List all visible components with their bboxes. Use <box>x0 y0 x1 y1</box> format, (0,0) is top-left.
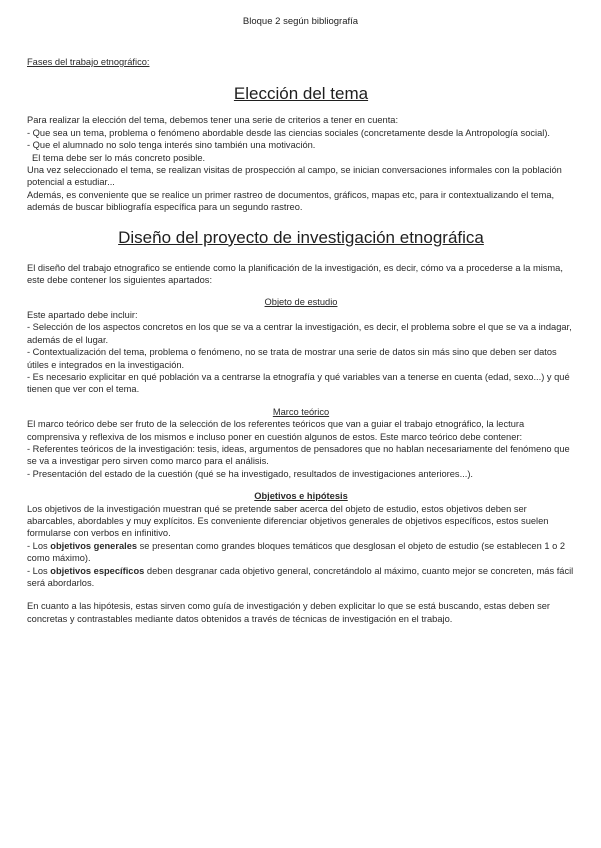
list-item: - Contextualización del tema, problema o fenómeno, no se trata de mostrar una serie de datos sin más sino que deben ser datos útiles e integrados en la investigación. <box>27 347 557 370</box>
list-item: - Es necesario explicitar en qué población va a centrarse la etnografía y qué variables van a tenerse en cuenta (edad, sexo...) y qué tienen que ver con el tema. <box>27 371 570 395</box>
bullet-prefix: - Los <box>27 565 51 576</box>
list-item-objetivos-especificos <box>27 565 575 590</box>
section-label: Fases del trabajo etnográfico: <box>27 57 150 67</box>
paragraph-hipotesis: En cuanto a las hipótesis, estas sirven como guía de investigación y deben explicitar lo que se está buscando, estas deben ser concretas y contrastables mediante datos obtenidos a través de técnicas de investigación en el trabajo. <box>27 601 551 624</box>
list-item: - Que el alumnado no solo tenga interés sino también una motivación. <box>27 140 316 151</box>
spacer <box>27 589 575 600</box>
paragraph: El marco teórico debe ser fruto de la selección de los referentes teóricos que van a guiar el trabajo etnográfico, la lectura comprensiva y reflexiva de los mismos e incluso poner en cuestión algunos de estos. Este marco teórico debe contener: <box>27 419 525 442</box>
paragraph: Una vez seleccionado el tema, se realizan visitas de prospección al campo, se inician conversaciones informales con la población potencial a estudiar... <box>27 165 562 188</box>
term-objetivos-generales: objetivos generales <box>50 540 138 551</box>
paragraph: Los objetivos de la investigación muestran qué se pretende saber acerca del objeto de estudio, estos objetivos deben ser abarcables, abordables y muy explícitos. Es conveniente diferenciar objetivos generales de objetivos específicos, estos suelen formularse con verbos en infinitivo. <box>27 503 549 539</box>
subheading-objetivos-e-hipotesis: Objetivos e hipótesis <box>254 491 348 502</box>
term-objetivos-especificos: objetivos específicos <box>50 565 145 576</box>
bullet-prefix: - Los <box>27 540 51 551</box>
subheading-marco-teorico: Marco teórico <box>272 406 330 417</box>
list-item: - Que sea un tema, problema o fenómeno abordable desde las ciencias sociales (concretamente desde la Antropología social). <box>27 127 550 138</box>
document-body <box>27 56 575 625</box>
paragraph: El tema debe ser lo más concreto posible. <box>32 152 206 163</box>
list-item: - Selección de los aspectos concretos en los que se va a centrar la investigación, es decir, el problema sobre el que se va a indagar, además de el lugar. <box>27 322 572 345</box>
page-header: Bloque 2 según bibliografía <box>242 16 359 27</box>
heading-eleccion-del-tema: Elección del tema <box>233 84 369 104</box>
heading-diseno-del-proyecto: Diseño del proyecto de investigación etnográfica <box>118 227 484 247</box>
list-item: - Referentes teóricos de la investigación: tesis, ideas, argumentos de pensadores que no hablan necesariamente del fenómeno que se va a investigar pero sirven como marco para el análisis. <box>27 443 570 467</box>
paragraph: Este apartado debe incluir: <box>27 309 138 320</box>
list-item: - Presentación del estado de la cuestión (qué se ha investigado, resultados de investigaciones anteriores...). <box>27 468 474 479</box>
paragraph: El diseño del trabajo etnografico se entiende como la planificación de la investigación, es decir, cómo va a procederse a la misma, este debe contener los siguientes apartados: <box>27 262 563 286</box>
paragraph: Además, es conveniente que se realice un primer rastreo de documentos, gráficos, mapas etc, para ir contextualizando el tema, además de buscar bibliografía específica para un segundo rastreo. <box>27 189 555 213</box>
item-text: se presentan como grandes bloques temáticos que desglosan el objeto de estudio (se establecen 1 o 2 como máximo). <box>27 540 566 564</box>
paragraph: Para realizar la elección del tema, debemos tener una serie de criterios a tener en cuenta: <box>27 115 399 126</box>
subheading-objeto-de-estudio: Objeto de estudio <box>264 297 338 308</box>
item-text: deben desgranar cada objetivo general, concretándolo al máximo, cuanto mejor se concreten, más fácil será abordarlos. <box>27 565 574 588</box>
list-item-objetivos-generales <box>27 540 575 565</box>
